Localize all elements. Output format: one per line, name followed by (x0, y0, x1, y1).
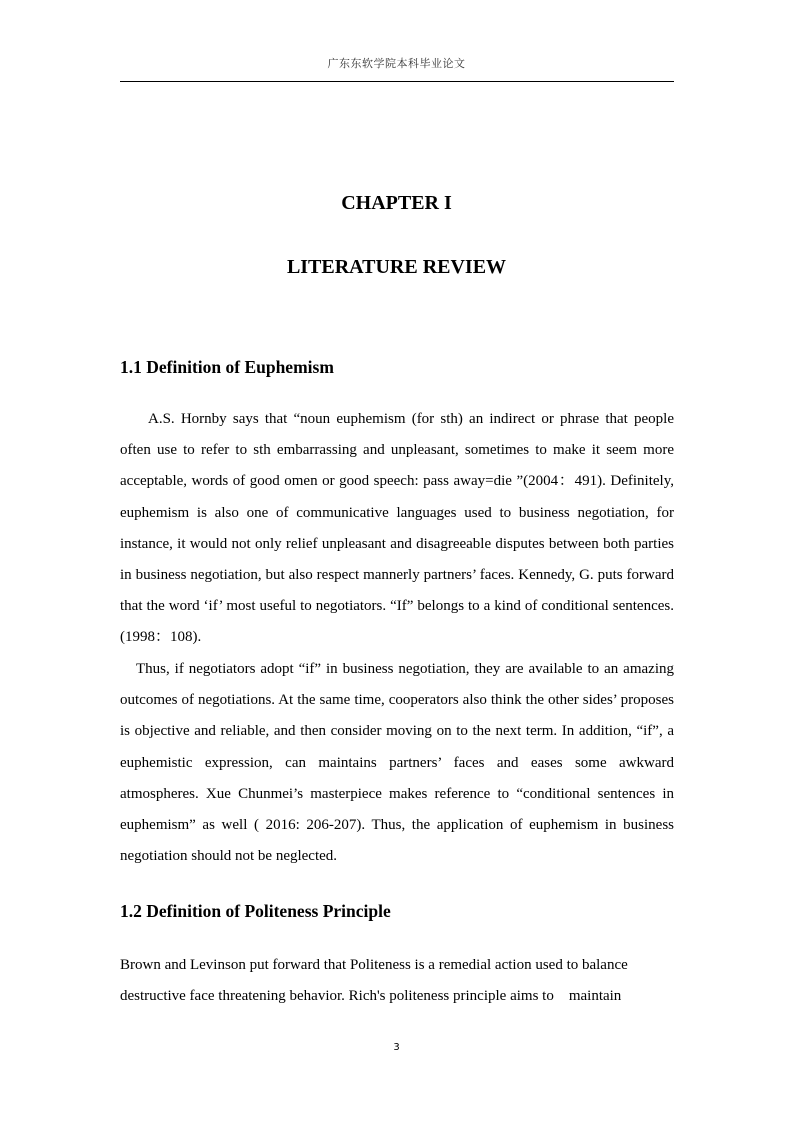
chapter-label: CHAPTER I (341, 192, 452, 214)
page-header: 广东东软学院本科毕业论文 (327, 57, 466, 70)
body-paragraph: Thus, if negotiators adopt “if” in business negotiation, they are available to an amazing outcomes of negotiations. At the same time, cooperators also think the other sides’ proposes is objective and reliable, and then consider moving on to the next term. In addition, “if”, a euphemistic expression, can maintains partners’ faces and eases some awkward atmospheres. Xue Chunmei’s masterpiece makes reference to “conditional sentences in euphemism” as well ( 2016: 206-207). Thus, the application of euphemism in business negotiation should not be neglected. (120, 661, 674, 865)
header-rule (120, 81, 674, 82)
body-paragraph: Brown and Levinson put forward that Politeness is a remedial action used to balance destructive face threatening behavior. Rich's politeness principle aims to maintain (120, 957, 632, 1005)
page-number: 3 (393, 1042, 400, 1053)
body-paragraph: A.S. Hornby says that “noun euphemism (for sth) an indirect or phrase that people often use to refer to sth embarrassing and unpleasant, sometimes to make it seem more acceptable, words of good omen or good speech: pass away=die ”(2004：491). Definitely, euphemism is also one of communicative languages used to business negotiation, for instance, it would not only relief unpleasant and disagreeable disputes between both parties in business negotiation, but also respect mannerly partners’ faces. Kennedy, G. puts forward that the word ‘if’ most useful to negotiators. “If” belongs to a kind of conditional sentences. (1998：108). (120, 411, 674, 646)
section-heading-1-2: 1.2 Definition of Politeness Principle (120, 901, 391, 921)
section-heading-1-1: 1.1 Definition of Euphemism (120, 357, 334, 377)
chapter-title: LITERATURE REVIEW (286, 256, 507, 278)
